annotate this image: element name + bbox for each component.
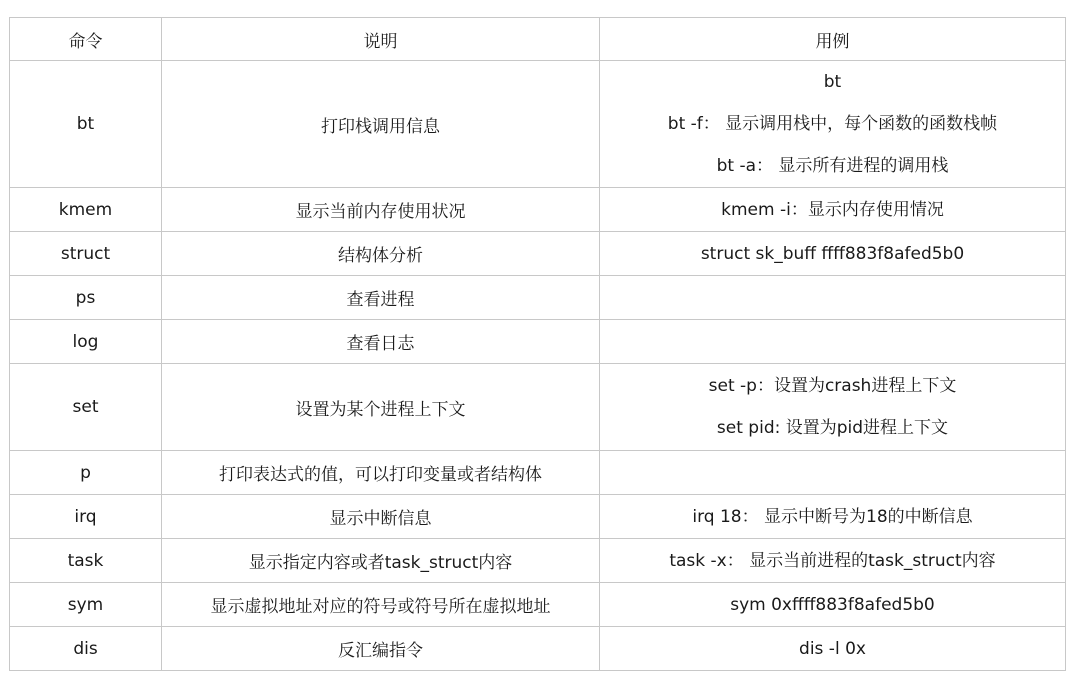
table-row <box>10 583 1066 627</box>
header-command: 命令 <box>10 18 162 61</box>
cell-command: sym <box>10 583 162 627</box>
table-row <box>10 61 1066 188</box>
example-line: irq 18： 显示中断号为18的中断信息 <box>692 506 973 527</box>
cell-description: 结构体分析 <box>162 232 600 276</box>
cell-example <box>600 276 1066 320</box>
table-row <box>10 188 1066 232</box>
example-line: set pid: 设置为pid进程上下文 <box>716 418 949 438</box>
example-line: bt -f： 显示调用栈中，每个函数的函数栈帧 <box>667 114 998 134</box>
cell-command: log <box>10 320 162 364</box>
cell-example <box>600 627 1066 671</box>
table-row <box>10 320 1066 364</box>
cell-description: 反汇编指令 <box>162 627 600 671</box>
cell-description: 打印栈调用信息 <box>162 61 600 188</box>
cell-example <box>600 320 1066 364</box>
header-description: 说明 <box>162 18 600 61</box>
cell-description: 查看进程 <box>162 276 600 320</box>
table-header-row <box>10 18 1066 61</box>
cell-example <box>600 495 1066 539</box>
cell-description: 显示当前内存使用状况 <box>162 188 600 232</box>
cell-description: 打印表达式的值，可以打印变量或者结构体 <box>162 451 600 495</box>
command-table <box>9 17 1066 671</box>
table-row <box>10 627 1066 671</box>
cell-example <box>600 539 1066 583</box>
cell-description: 显示指定内容或者task_struct内容 <box>162 539 600 583</box>
cell-example <box>600 61 1066 188</box>
cell-command: kmem <box>10 188 162 232</box>
cell-command: irq <box>10 495 162 539</box>
example-line: bt -a： 显示所有进程的调用栈 <box>716 156 949 176</box>
cell-description: 查看日志 <box>162 320 600 364</box>
example-line: sym 0xffff883f8afed5b0 <box>730 594 935 615</box>
cell-example <box>600 364 1066 451</box>
cell-description: 设置为某个进程上下文 <box>162 364 600 451</box>
example-line: task -x： 显示当前进程的task_struct内容 <box>669 550 996 571</box>
cell-command: struct <box>10 232 162 276</box>
cell-command: ps <box>10 276 162 320</box>
cell-command: p <box>10 451 162 495</box>
header-example: 用例 <box>600 18 1066 61</box>
cell-command: task <box>10 539 162 583</box>
table-row <box>10 495 1066 539</box>
cell-description: 显示中断信息 <box>162 495 600 539</box>
table-row <box>10 232 1066 276</box>
cell-description: 显示虚拟地址对应的符号或符号所在虚拟地址 <box>162 583 600 627</box>
cell-example <box>600 583 1066 627</box>
cell-example <box>600 451 1066 495</box>
cell-command: dis <box>10 627 162 671</box>
table-row <box>10 276 1066 320</box>
table-row <box>10 364 1066 451</box>
example-line: set -p：设置为crash进程上下文 <box>708 376 957 396</box>
example-line: dis -l 0x <box>799 638 866 659</box>
table-row <box>10 451 1066 495</box>
cell-example <box>600 188 1066 232</box>
example-line: kmem -i：显示内存使用情况 <box>721 199 944 220</box>
table-row <box>10 539 1066 583</box>
cell-example <box>600 232 1066 276</box>
example-line: struct sk_buff ffff883f8afed5b0 <box>700 243 965 264</box>
example-line: bt <box>823 72 842 92</box>
cell-command: bt <box>10 61 162 188</box>
cell-command: set <box>10 364 162 451</box>
